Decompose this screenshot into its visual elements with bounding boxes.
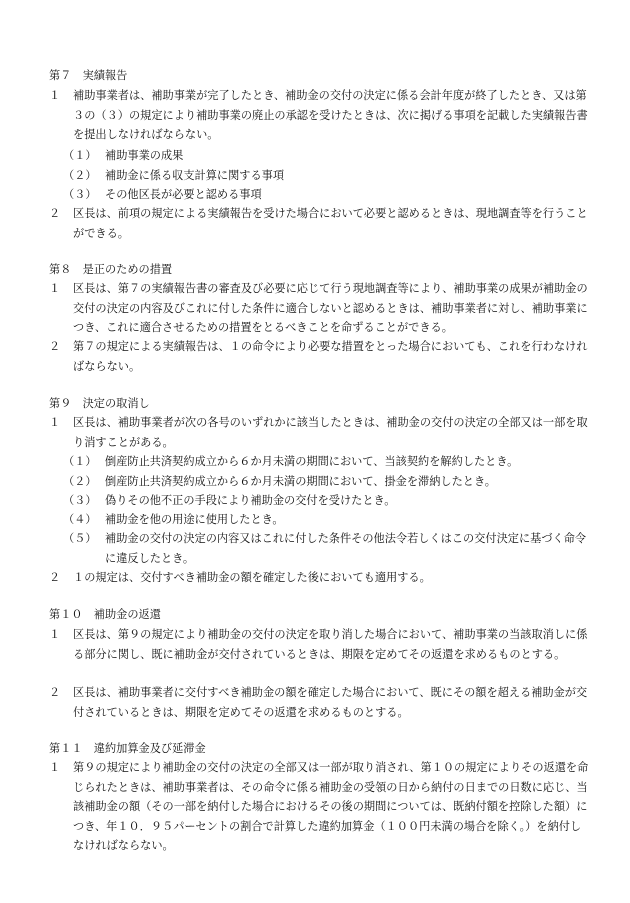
sub-text: 補助事業の成果 (105, 149, 184, 162)
item-text: 区長は、第９の規定により補助金の交付の決定を取り消した場合において、補助事業の当該取消しに係る部分に関し、既に補助金が交付されているときは、期限を定めてその返還を求めるものとする。 (73, 628, 588, 661)
sub-text: 偽りその他不正の手段により補助金の交付を受けたとき。 (105, 494, 396, 507)
sub-text: その他区長が必要と認める事項 (105, 188, 262, 201)
item-text: 補助事業者は、補助事業が完了したとき、補助金の交付の決定に係る会計年度が終了したとき、又は第３の（３）の規定により補助事業の廃止の承認を受けたときは、次に掲げる事項を記載した実績報告書を提出しなければならない。 (73, 89, 588, 141)
item-number: ２ (49, 686, 61, 699)
section-7-item-2 (49, 204, 589, 243)
section-9-sub-3 (63, 491, 589, 511)
section-9-title: 第９ 決定の取消し (49, 397, 150, 410)
section-11-title: 第１１ 違約加算金及び延滞金 (49, 742, 206, 755)
sub-text: 補助金の交付の決定の内容又はこれに付した条件その他法令若しくはこの交付決定に基づく命令に違反したとき。 (105, 532, 587, 565)
sub-number: （２） (63, 169, 97, 182)
item-text: １の規定は、交付すべき補助金の額を確定した後においても適用する。 (73, 571, 431, 584)
section-9-sub-2 (63, 472, 589, 492)
section-8-item-1 (49, 279, 589, 338)
sub-number: （４） (63, 513, 97, 526)
section-10-title: 第１０ 補助金の返還 (49, 608, 161, 621)
sub-text: 補助金に係る収支計算に関する事項 (105, 169, 285, 182)
item-number: ２ (49, 207, 61, 220)
item-number: １ (49, 761, 61, 774)
sub-text: 補助金を他の用途に使用したとき。 (105, 513, 284, 526)
sub-number: （１） (63, 455, 97, 468)
section-7-sub-2 (63, 166, 589, 186)
item-text: 区長は、前項の規定による実績報告を受けた場合において必要と認めるときは、現地調査等を行うことができる。 (73, 207, 588, 240)
section-8-title: 第８ 是正のための措置 (49, 263, 173, 276)
item-number: ２ (49, 340, 61, 353)
sub-number: （１） (63, 149, 97, 162)
sub-text: 倒産防止共済契約成立から６か月未満の期間において、掛金を滞納したとき。 (105, 475, 496, 488)
section-10-item-1 (49, 625, 589, 664)
section-7-title: 第７ 実績報告 (49, 69, 128, 82)
item-text: 第９の規定により補助金の交付の決定の全部又は一部が取り消され、第１０の規定によりその返還を命じられたときは、補助事業者は、その命令に係る補助金の受領の日から納付の日までの日数に応じ、当該補助金の額（その一部を納付した場合におけるその後の期間については、既納付額を控除した額）につき、年１０．９５パーセントの割合で計算した違約加算金（１００円未満の場合を除く。）を納付しなければならない。 (73, 761, 589, 852)
section-9-sub-5 (63, 529, 589, 568)
item-number: １ (49, 628, 61, 641)
section-7-sub-1 (63, 146, 589, 166)
section-9-sub-4 (63, 510, 589, 530)
item-text: 区長は、補助事業者が次の各号のいずれかに該当したときは、補助金の交付の決定の全部又は一部を取り消すことがある。 (73, 416, 588, 449)
section-8-item-2 (49, 337, 589, 376)
sub-number: （３） (63, 494, 97, 507)
sub-text: 倒産防止共済契約成立から６か月未満の期間において、当該契約を解約したとき。 (105, 455, 519, 468)
item-number: １ (49, 89, 61, 102)
item-text: 区長は、補助事業者に交付すべき補助金の額を確定した場合において、既にその額を超える補助金が交付されているときは、期限を定めてその返還を求めるものとする。 (73, 686, 588, 719)
section-9-item-1 (49, 413, 589, 452)
section-7-item-1 (49, 86, 589, 145)
section-7-sub-3 (63, 185, 589, 205)
item-number: １ (49, 416, 61, 429)
item-number: ２ (49, 571, 61, 584)
section-9-item-2 (49, 568, 589, 588)
sub-number: （３） (63, 188, 97, 201)
item-text: 第７の規定による実績報告は、１の命令により必要な措置をとった場合においても、これを行わなければならない。 (73, 340, 588, 373)
sub-number: （５） (63, 532, 97, 545)
sub-number: （２） (63, 475, 97, 488)
section-10-item-2 (49, 683, 589, 722)
section-9-sub-1 (63, 452, 589, 472)
section-11-item-1 (49, 758, 589, 856)
item-number: １ (49, 282, 61, 295)
item-text: 区長は、第７の実績報告書の審査及び必要に応じて行う現地調査等により、補助事業の成果が補助金の交付の決定の内容及びこれに付した条件に適合しないと認めるときは、補助事業者に対し、補助事業につき、これに適合させるための措置をとるべきことを命ずることができる。 (73, 282, 588, 334)
